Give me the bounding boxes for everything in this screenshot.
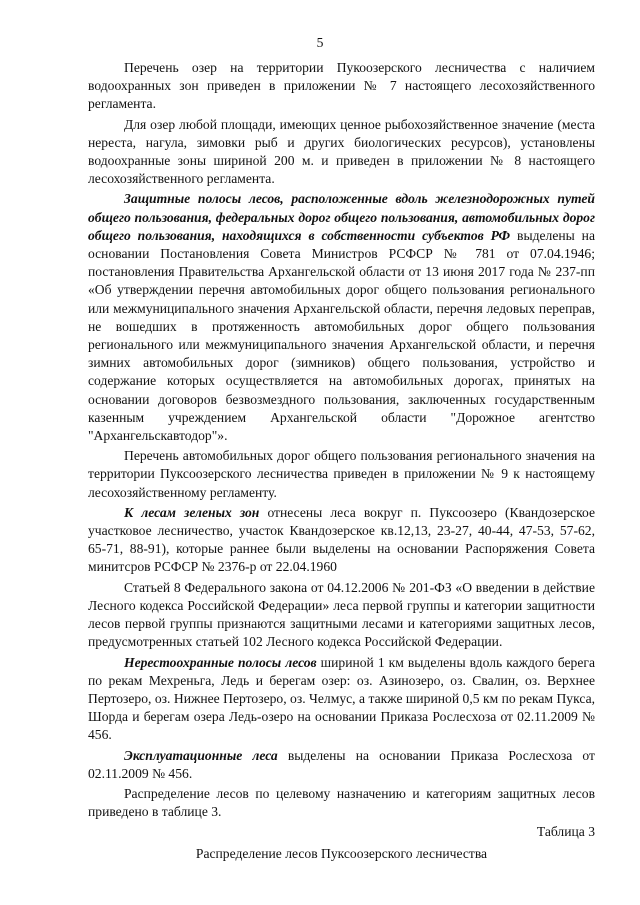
emphasis-heading: Защитные полосы лесов, расположенные вдоль железнодорожных путей общего пользования, федеральных дорог общего пользования, автомобильных дорог общего пользования, находящихся в собственности субъектов РФ [88, 191, 595, 243]
table-caption: Таблица 3 [536, 824, 595, 840]
paragraph-text: Распределение лесов по целевому назначению и категориям защитных лесов приведено в таблице 3. [88, 785, 595, 820]
paragraph-federal-law [88, 579, 595, 652]
emphasis-heading: Нерестоохранные полосы лесов [124, 654, 317, 670]
table-title: Распределение лесов Пуксоозерского лесничества [195, 845, 488, 861]
paragraph-text: Перечень озер на территории Пукоозерского лесничества с наличием водоохранных зон приведен в приложении № 7 настоящего лесохозяйственного регламента. [88, 60, 595, 112]
paragraph-protective-strips [88, 190, 595, 445]
emphasis-heading: К лесам зеленых зон [124, 504, 260, 520]
paragraph-lakes-list [88, 59, 595, 114]
paragraph-text: Для озер любой площади, имеющих ценное рыбохозяйственное значение (места нереста, нагула, зимовки рыб и других биологических ресурсов), установлены водоохранные зоны шириной 200 м. и приведен в приложении № 8 настоящего лесохозяйственного регламента. [88, 116, 595, 187]
paragraph-text: выделены на основании Постановления Совета Министров РСФСР № 781 от 07.04.1946; постановления Правительства Архангельской области от 13 июня 2017 года № 237-пп «Об утверждении перечня автомобильных дорог общего пользования регионального или межмуниципального значения Архангельской области, перечня ледовых переправ, не вошедших в протяженность автомобильных дорог общего пользования регионального или межмуниципального значения Архангельской области, и перечня зимних автомобильных дорог (зимников) общего пользования, устройство и содержание которых осуществляется на автомобильных дорогах, принятых на основании договоров безвозмездного пользования, заключенных государственным казенным учреждением Архангельской области "Дорожное агентство "Архангельскавтодор"». [88, 227, 595, 444]
paragraph-exploitation-forests [88, 747, 595, 783]
paragraph-roads-list [88, 447, 595, 502]
paragraph-text: Перечень автомобильных дорог общего пользования регионального значения на территории Пуксоозерского лесничества приведен в приложении № 9 к настоящему лесохозяйственному регламенту. [88, 448, 595, 500]
document-body [88, 59, 595, 863]
paragraph-text: Статьей 8 Федерального закона от 04.12.2006 № 201-ФЗ «О введении в действие Лесного кодекса Российской Федерации» леса первой группы и категории защитности лесов первой группы признаются защитными лесами и категориями защитных лесов, предусмотренных статьей 102 Лесного кодекса Российской Федерации. [88, 579, 595, 650]
paragraph-text: выделены на основании Приказа Рослесхоза от 02.11.2009 № 456. [88, 747, 595, 781]
paragraph-green-zones [88, 504, 595, 577]
paragraph-text: отнесены леса вокруг п. Пуксоозеро (Квандозерское участковое лесничество, участок Квандозерское кв.12,13, 23-27, 40-44, 47-53, 57-62, 65-71, 88-91), которые раннее были выделены на основании Распоряжения Совета минитсров РСФСР № 2376-р от 22.04.1960 [88, 504, 595, 575]
paragraph-spawning-strips [88, 654, 595, 745]
paragraph-distribution [88, 785, 595, 821]
emphasis-heading: Эксплуатационные леса [124, 747, 278, 763]
paragraph-fishery-lakes [88, 116, 595, 189]
page-number: 5 [316, 35, 324, 50]
paragraph-text: шириной 1 км выделены вдоль каждого берега по рекам Мехреньга, Ледь и берегам озер: оз. Азинозеро, оз. Свалин, оз. Верхнее Пертозеро, оз. Нижнее Пертозеро, оз. Челмус, а также шириной 0,5 км по рекам Пукса, Шорда и берегам озера Ледь-озеро на основании Приказа Рослесхоза от 02.11.2009 № 456. [88, 654, 595, 743]
